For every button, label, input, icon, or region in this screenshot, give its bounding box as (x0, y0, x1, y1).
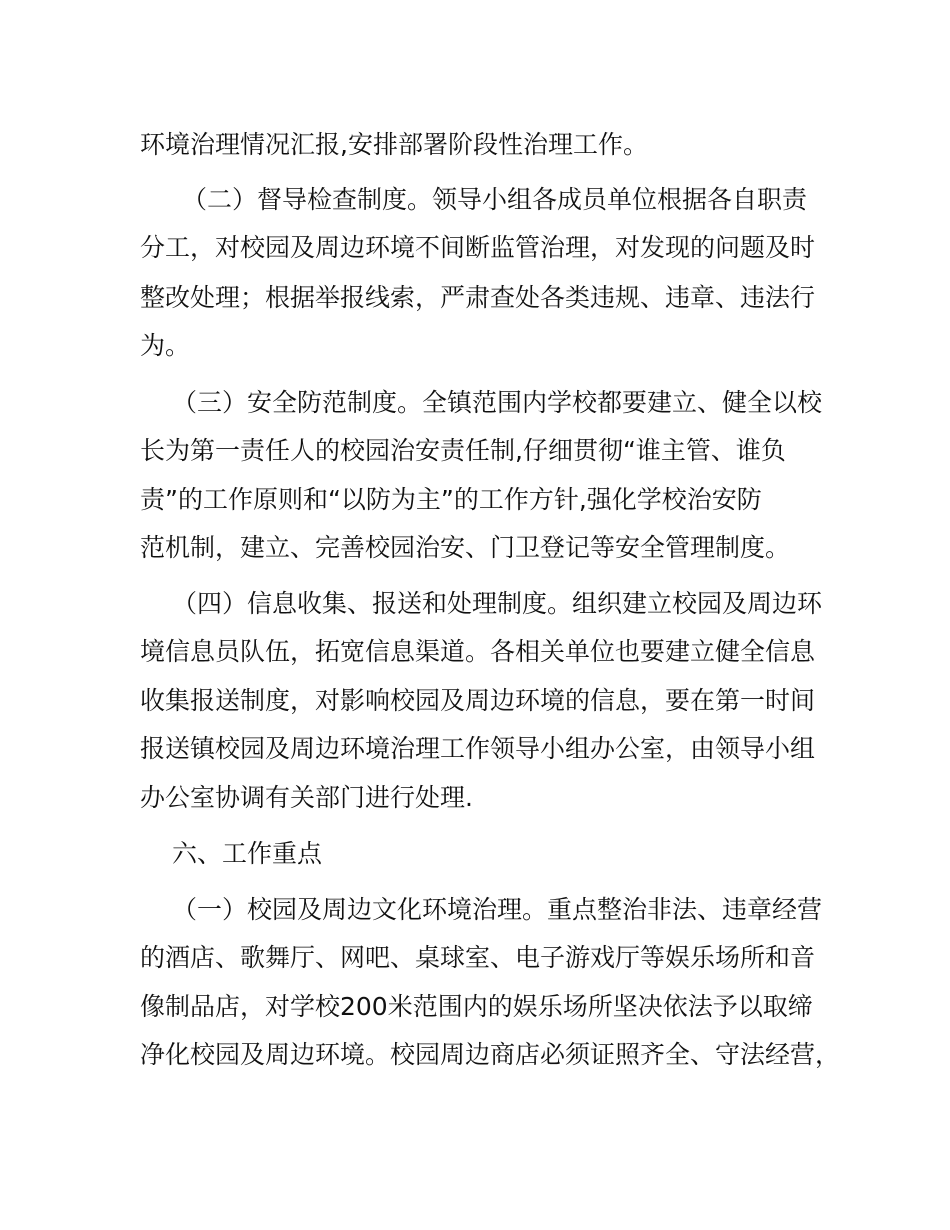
text-line: 的酒店、歌舞厅、网吧、桌球室、电子游戏厅等娱乐场所和音 (140, 943, 816, 972)
text-line: 报送镇校园及周边环境治理工作领导小组办公室，由领导小组 (140, 734, 816, 763)
text-line: 范机制，建立、完善校园治安、门卫登记等安全管理制度。 (140, 533, 791, 562)
text-line: 收集报送制度，对影响校园及周边环境的信息，要在第一时间 (140, 686, 816, 715)
text-line: 境信息员队伍，拓宽信息渠道。各相关单位也要建立健全信息 (140, 637, 816, 666)
text-line: （四）信息收集、报送和处理制度。组织建立校园及周边环 (172, 589, 823, 618)
section-heading: 六、工作重点 (172, 839, 323, 868)
text-line: 净化校园及周边环境。校园周边商店必须证照齐全、守法经营， (140, 1040, 841, 1069)
text-line: 整改处理；根据举报线索，严肃查处各类违规、违章、违法行 (140, 283, 816, 312)
text-line: （二）督导检查制度。领导小组各成员单位根据各自职责 (182, 185, 808, 214)
text-line: 责”的工作原则和“以防为主”的工作方针,强化学校治安防 (140, 485, 762, 514)
text-line: （三）安全防范制度。全镇范围内学校都要建立、健全以校 (172, 388, 823, 417)
text-line: （一）校园及周边文化环境治理。重点整治非法、违章经营 (172, 895, 823, 924)
text-line: 分工，对校园及周边环境不间断监管治理，对发现的问题及时 (140, 233, 816, 262)
text-line: 长为第一责任人的校园治安责任制,仔细贯彻“谁主管、谁负 (140, 436, 786, 465)
text-line: 像制品店，对学校200米范围内的娱乐场所坚决依法予以取缔 (140, 992, 813, 1021)
text-line: 为。 (140, 331, 191, 360)
text-line: 办公室协调有关部门进行处理. (140, 783, 473, 812)
text-line: 环境治理情况汇报,安排部署阶段性治理工作。 (140, 130, 648, 159)
